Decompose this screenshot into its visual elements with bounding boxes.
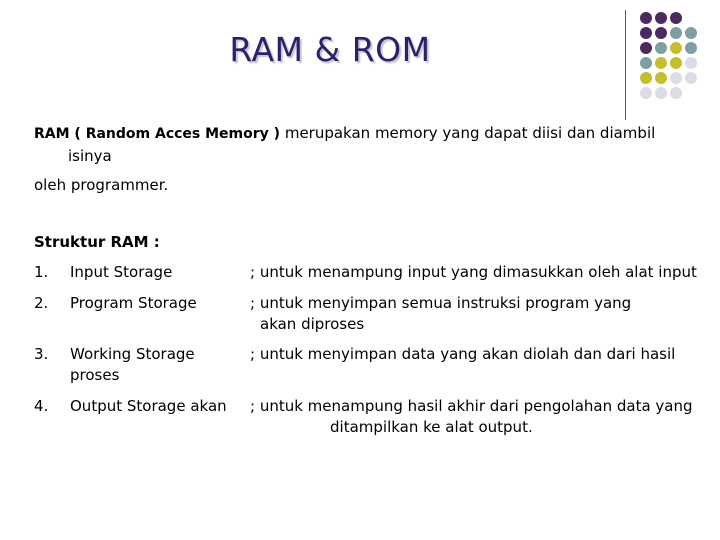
intro-continuation: isinya <box>68 147 112 165</box>
item-number: 2. <box>34 294 49 312</box>
decorative-dot <box>670 42 682 54</box>
item-desc-line1: ; untuk menampung input yang dimasukkan oleh alat input <box>250 263 697 281</box>
decorative-dot <box>685 57 697 69</box>
decorative-dot <box>670 27 682 39</box>
item-description <box>250 262 710 283</box>
item-name: Program Storage <box>70 294 197 312</box>
decorative-dot <box>655 12 667 24</box>
decorative-dot <box>655 72 667 84</box>
decorative-dot <box>640 12 652 24</box>
struktur-heading: Struktur RAM : <box>34 233 160 251</box>
item-desc-line2: ditampilkan ke alat output. <box>330 418 533 436</box>
item-name: Input Storage <box>70 263 173 281</box>
intro-text: merupakan memory yang dapat diisi dan diambil <box>280 124 656 142</box>
slide-title: RAM & ROM <box>229 30 431 69</box>
item-name: Output Storage akan <box>70 397 227 415</box>
decorative-dot <box>640 87 652 99</box>
item-desc-line1: ; untuk menyimpan semua instruksi program yang <box>250 294 632 312</box>
item-name: Working Storage proses <box>70 345 195 384</box>
item-desc-line1: ; untuk menyimpan data yang akan diolah dan dari hasil <box>250 345 676 363</box>
intro-term: RAM ( Random Acces Memory ) <box>34 126 281 142</box>
item-desc-line1: ; untuk menampung hasil akhir dari pengolahan data yang <box>250 397 693 415</box>
decorative-dot <box>655 87 667 99</box>
decorative-dot <box>685 42 697 54</box>
decorative-dot <box>670 57 682 69</box>
decorative-dot <box>685 72 697 84</box>
decorative-dot <box>640 72 652 84</box>
decorative-dot <box>685 27 697 39</box>
decorative-dot <box>670 72 682 84</box>
item-number: 3. <box>34 345 49 363</box>
item-number: 4. <box>34 397 49 415</box>
item-description <box>250 293 710 335</box>
item-desc-line2: akan diproses <box>260 315 365 333</box>
intro-paragraph <box>34 122 684 167</box>
item-description <box>250 396 710 438</box>
item-number: 1. <box>34 263 49 281</box>
decorative-dot <box>670 12 682 24</box>
intro-line2: oleh programmer. <box>34 176 169 194</box>
decorative-dot <box>670 87 682 99</box>
item-description <box>250 344 710 365</box>
